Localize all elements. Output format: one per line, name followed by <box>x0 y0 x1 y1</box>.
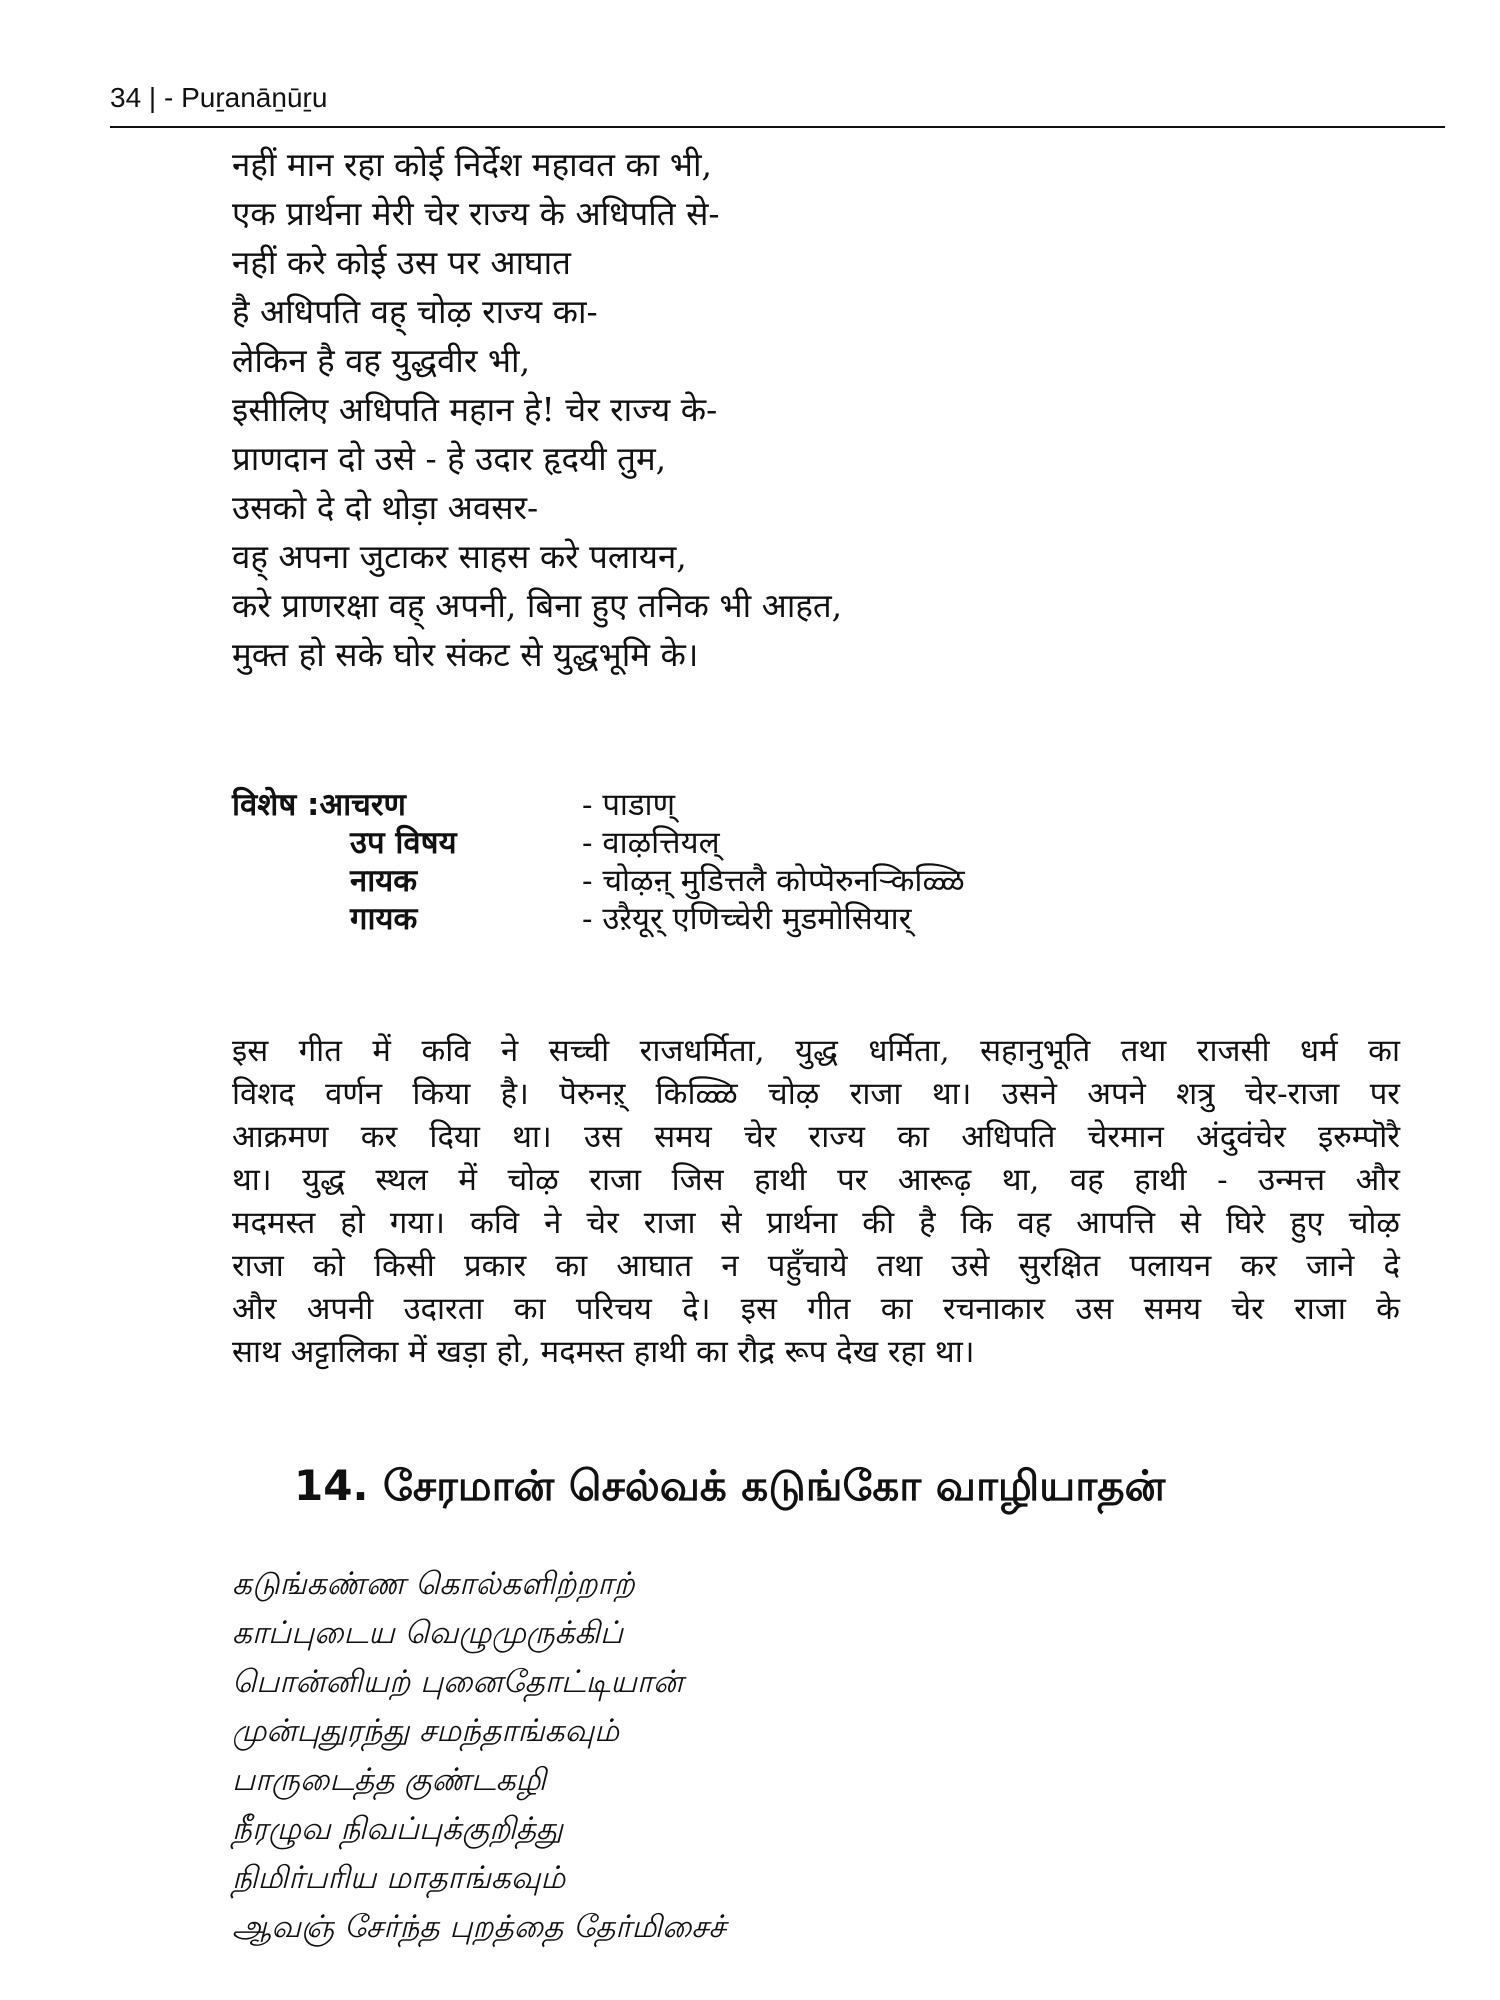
section-heading <box>294 1458 1165 1514</box>
note-label: उप विषय <box>350 825 457 861</box>
tamil-line: பொன்னியற் புனைதோட்டியான் <box>232 1664 684 1700</box>
poem-line: प्राणदान दो उसे - हे उदार हृदयी तुम, <box>232 439 667 478</box>
tamil-line: நிமிர்பரிய மாதாங்கவும் <box>232 1860 566 1896</box>
poem-line: इसीलिए अधिपति महान हे! चेर राज्य के- <box>232 390 718 429</box>
commentary-paragraph <box>232 1030 1400 1374</box>
note-row-nayak <box>232 862 1332 900</box>
running-header <box>110 82 327 114</box>
note-value: - पाडाण् <box>582 787 675 823</box>
paragraph-line: आक्रमण कर दिया था। उस समय चेर राज्य का अधिपति चेरमान अंदुवंचेर इरुम्पॊरै <box>232 1119 1400 1155</box>
tamil-line: காப்புடைய வெழுமுருக்கிப் <box>232 1615 623 1651</box>
paragraph-line: इस गीत में कवि ने सच्ची राजधर्मिता, युद्ध धर्मिता, सहानुभूति तथा राजसी धर्म का <box>232 1033 1400 1069</box>
note-row-gayak <box>232 900 1332 938</box>
poem-line: नहीं मान रहा कोई निर्देश महावत का भी, <box>232 145 712 184</box>
poem-line: लेकिन है वह युद्धवीर भी, <box>232 341 531 380</box>
note-value: - चोऴऩ् मुडित्तलै कोप्पॆरुनऱ्किळ्ळि <box>582 863 965 899</box>
tamil-line: முன்புதுரந்து சமந்தாங்கவும் <box>232 1713 620 1749</box>
poem-line: नहीं करे कोई उस पर आघात <box>232 243 571 282</box>
poem-line: उसको दे दो थोड़ा अवसर- <box>232 488 539 527</box>
paragraph-line: और अपनी उदारता का परिचय दे। इस गीत का रचनाकार उस समय चेर राजा के <box>232 1291 1400 1327</box>
section-number: 14. <box>294 1461 369 1510</box>
poem-line: है अधिपति वह् चोऴ राज्य का- <box>232 292 598 331</box>
paragraph-line: साथ अट्टालिका में खड़ा हो, मदमस्त हाथी का रौद्र रूप देख रहा था। <box>232 1334 975 1370</box>
note-row-up-vishay <box>232 824 1332 862</box>
note-label: गायक <box>350 901 418 937</box>
paragraph-line: था। युद्ध स्थल में चोऴ राजा जिस हाथी पर आरूढ़ था, वह हाथी - उन्मत्त और <box>232 1162 1400 1198</box>
hindi-poem <box>232 140 1382 679</box>
note-value: - उऱैयूर् एणिच्चेरी मुडमोसियार् <box>582 901 912 937</box>
poem-line: मुक्त हो सके घोर संकट से युद्धभूमि के। <box>232 635 699 674</box>
poem-line: एक प्रार्थना मेरी चेर राज्य के अधिपति से- <box>232 194 720 233</box>
note-row-acharan <box>232 786 1332 824</box>
header-rule <box>110 126 1445 128</box>
paragraph-line: राजा को किसी प्रकार का आघात न पहुँचाये तथा उसे सुरक्षित पलायन कर जाने दे <box>232 1248 1400 1284</box>
poem-line: करे प्राणरक्षा वह् अपनी, बिना हुए तनिक भी आहत, <box>232 586 843 625</box>
tamil-line: பாருடைத்த குண்டகழி <box>232 1762 547 1798</box>
note-value: - वाऴत्तियल् <box>582 825 720 861</box>
paragraph-line: विशद वर्णन किया है। पॆरुनऱ् किळ्ळि चोऴ राजा था। उसने अपने शत्रु चेर-राजा पर <box>232 1076 1400 1112</box>
notes-heading: विशेष : <box>232 787 320 823</box>
book-title: Puṟanāṉūṟu <box>181 82 328 113</box>
tamil-line: நீரழுவ நிவப்புக்குறித்து <box>232 1811 563 1847</box>
note-label: विशेष :आचरण <box>232 787 406 823</box>
page-number: 34 <box>110 82 142 113</box>
tamil-verse <box>232 1560 726 1952</box>
tamil-line: கடுங்கண்ண கொல்களிற்றாற் <box>232 1566 635 1602</box>
paragraph-line: मदमस्त हो गया। कवि ने चेर राजा से प्रार्थना की है कि वह आपत्ति से घिरे हुए चोऴ <box>232 1205 1400 1241</box>
note-label: नायक <box>350 863 418 899</box>
poem-line: वह् अपना जुटाकर साहस करे पलायन, <box>232 537 687 576</box>
header-separator: | - <box>141 82 182 113</box>
tamil-line: ஆவஞ் சேர்ந்த புறத்தை தேர்மிசைச் <box>232 1909 726 1945</box>
section-title-text: சேரமான் செல்வக் கடுங்கோ வாழியாதன் <box>383 1461 1166 1510</box>
special-notes <box>232 786 1332 938</box>
